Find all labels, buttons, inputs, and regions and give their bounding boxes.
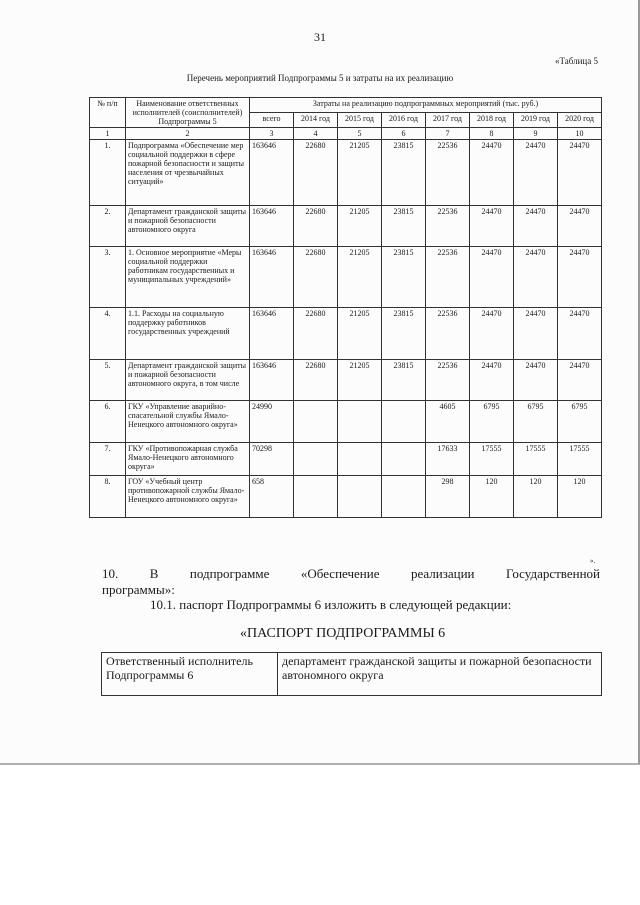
- row-value: 24470: [514, 140, 558, 206]
- row-value: 23815: [382, 308, 426, 360]
- row-value: 24470: [558, 140, 602, 206]
- row-value: [338, 476, 382, 518]
- row-value: 22536: [426, 247, 470, 308]
- row-value: 21205: [338, 360, 382, 401]
- row-num: 3.: [90, 247, 126, 308]
- page-number: 31: [314, 30, 326, 44]
- passport-title: «ПАСПОРТ ПОДПРОГРАММЫ 6: [240, 626, 446, 641]
- paragraph-10-line1: 10. В подпрограмме «Обеспечение реализации Государственной: [102, 566, 600, 581]
- column-number: 7: [426, 128, 470, 140]
- row-value: 4605: [426, 401, 470, 443]
- column-number: 5: [338, 128, 382, 140]
- passport-row: [102, 653, 602, 696]
- row-value: [294, 476, 338, 518]
- row-value: 22680: [294, 360, 338, 401]
- row-value: 21205: [338, 140, 382, 206]
- row-value: 23815: [382, 247, 426, 308]
- row-value: 23815: [382, 140, 426, 206]
- row-value: 21205: [338, 247, 382, 308]
- column-number-row: [90, 128, 602, 140]
- row-name: Департамент гражданской защиты и пожарной безопасности автономного округа: [126, 206, 250, 247]
- row-value: 17633: [426, 443, 470, 476]
- row-value: 23815: [382, 360, 426, 401]
- header-name: Наименование ответственных исполнителей (соисполнителей) Подпрограммы 5: [126, 98, 250, 128]
- row-value: 120: [558, 476, 602, 518]
- row-value: 24470: [558, 360, 602, 401]
- row-num: 1.: [90, 140, 126, 206]
- row-value: 6795: [558, 401, 602, 443]
- row-name: Подпрограмма «Обеспечение мер социальной поддержки в сфере пожарной безопасности и защиты населения от чрезвычайных ситуаций»: [126, 140, 250, 206]
- row-value: 23815: [382, 206, 426, 247]
- row-value: 17555: [514, 443, 558, 476]
- row-value: 24470: [558, 247, 602, 308]
- row-value: 22536: [426, 360, 470, 401]
- header-total: всего: [250, 113, 294, 128]
- row-value: 24470: [514, 206, 558, 247]
- table-end-mark: ».: [590, 557, 596, 565]
- row-value: 22536: [426, 140, 470, 206]
- paragraph-10-line2: программы»:: [102, 582, 175, 597]
- column-number: 10: [558, 128, 602, 140]
- row-num: 6.: [90, 401, 126, 443]
- table-row: [90, 443, 602, 476]
- row-value: [382, 476, 426, 518]
- row-value: [382, 443, 426, 476]
- paragraph-10-1: 10.1. паспорт Подпрограммы 6 изложить в следующей редакции:: [150, 597, 512, 612]
- row-value: 298: [426, 476, 470, 518]
- table-row: [90, 360, 602, 401]
- passport-value: департамент гражданской защиты и пожарной безопасности автономного округа: [278, 653, 602, 696]
- table-row: [90, 140, 602, 206]
- row-num: 2.: [90, 206, 126, 247]
- column-number: 2: [126, 128, 250, 140]
- row-name: 1. Основное мероприятие «Меры социальной поддержки работникам государственных и муниципальных учреждений»: [126, 247, 250, 308]
- table-row: [90, 206, 602, 247]
- header-year: 2015 год: [338, 113, 382, 128]
- header-year: 2019 год: [514, 113, 558, 128]
- row-name: ГОУ «Учебный центр противопожарной службы Ямало-Ненецкого автономного округа»: [126, 476, 250, 518]
- row-value: 22680: [294, 140, 338, 206]
- row-value: 17555: [470, 443, 514, 476]
- column-number: 8: [470, 128, 514, 140]
- column-number: 3: [250, 128, 294, 140]
- row-value: 24470: [514, 360, 558, 401]
- row-value: 24470: [470, 206, 514, 247]
- row-value: 24470: [558, 206, 602, 247]
- column-number: 4: [294, 128, 338, 140]
- row-value: 120: [470, 476, 514, 518]
- row-name: ГКУ «Управление аварийно-спасательной службы Ямало-Ненецкого автономного округа»: [126, 401, 250, 443]
- row-value: 24470: [514, 308, 558, 360]
- table-label: «Таблица 5: [555, 56, 598, 66]
- row-value: 24470: [558, 308, 602, 360]
- header-year: 2017 год: [426, 113, 470, 128]
- row-value: 163646: [250, 360, 294, 401]
- row-value: 22680: [294, 308, 338, 360]
- table-title: Перечень мероприятий Подпрограммы 5 и затраты на их реализацию: [186, 73, 454, 83]
- row-value: 70298: [250, 443, 294, 476]
- table-row: [90, 247, 602, 308]
- row-value: [338, 401, 382, 443]
- row-value: 24470: [514, 247, 558, 308]
- row-value: 658: [250, 476, 294, 518]
- row-value: 24470: [470, 247, 514, 308]
- row-value: 24990: [250, 401, 294, 443]
- row-value: 22536: [426, 308, 470, 360]
- row-value: [294, 443, 338, 476]
- row-num: 8.: [90, 476, 126, 518]
- row-num: 5.: [90, 360, 126, 401]
- row-value: 17555: [558, 443, 602, 476]
- column-number: 6: [382, 128, 426, 140]
- table-row: [90, 401, 602, 443]
- header-year: 2018 год: [470, 113, 514, 128]
- events-table: [89, 97, 602, 518]
- column-number: 1: [90, 128, 126, 140]
- passport-label: Ответственный исполнитель Подпрограммы 6: [102, 653, 278, 696]
- row-value: 24470: [470, 140, 514, 206]
- row-num: 4.: [90, 308, 126, 360]
- passport-table: [101, 652, 602, 696]
- row-name: Департамент гражданской защиты и пожарной безопасности автономного округа, в том числе: [126, 360, 250, 401]
- row-value: [338, 443, 382, 476]
- row-value: 163646: [250, 140, 294, 206]
- row-value: 21205: [338, 308, 382, 360]
- row-value: 6795: [470, 401, 514, 443]
- row-num: 7.: [90, 443, 126, 476]
- table-row: [90, 476, 602, 518]
- row-value: [294, 401, 338, 443]
- table-row: [90, 308, 602, 360]
- row-value: 24470: [470, 360, 514, 401]
- header-year: 2016 год: [382, 113, 426, 128]
- header-num: № п/п: [90, 98, 126, 128]
- row-name: 1.1. Расходы на социальную поддержку работников государственных учреждений: [126, 308, 250, 360]
- column-number: 9: [514, 128, 558, 140]
- row-value: 163646: [250, 247, 294, 308]
- header-year: 2020 год: [558, 113, 602, 128]
- row-value: 22536: [426, 206, 470, 247]
- row-value: 22680: [294, 247, 338, 308]
- row-value: 120: [514, 476, 558, 518]
- row-value: 6795: [514, 401, 558, 443]
- row-value: [382, 401, 426, 443]
- header-year: 2014 год: [294, 113, 338, 128]
- row-name: ГКУ «Противопожарная служба Ямало-Ненецкого автономного округа»: [126, 443, 250, 476]
- row-value: 163646: [250, 206, 294, 247]
- row-value: 21205: [338, 206, 382, 247]
- row-value: 163646: [250, 308, 294, 360]
- row-value: 24470: [470, 308, 514, 360]
- header-row: [90, 98, 602, 113]
- header-costs: Затраты на реализацию подпрограммных мероприятий (тыс. руб.): [250, 98, 602, 113]
- row-value: 22680: [294, 206, 338, 247]
